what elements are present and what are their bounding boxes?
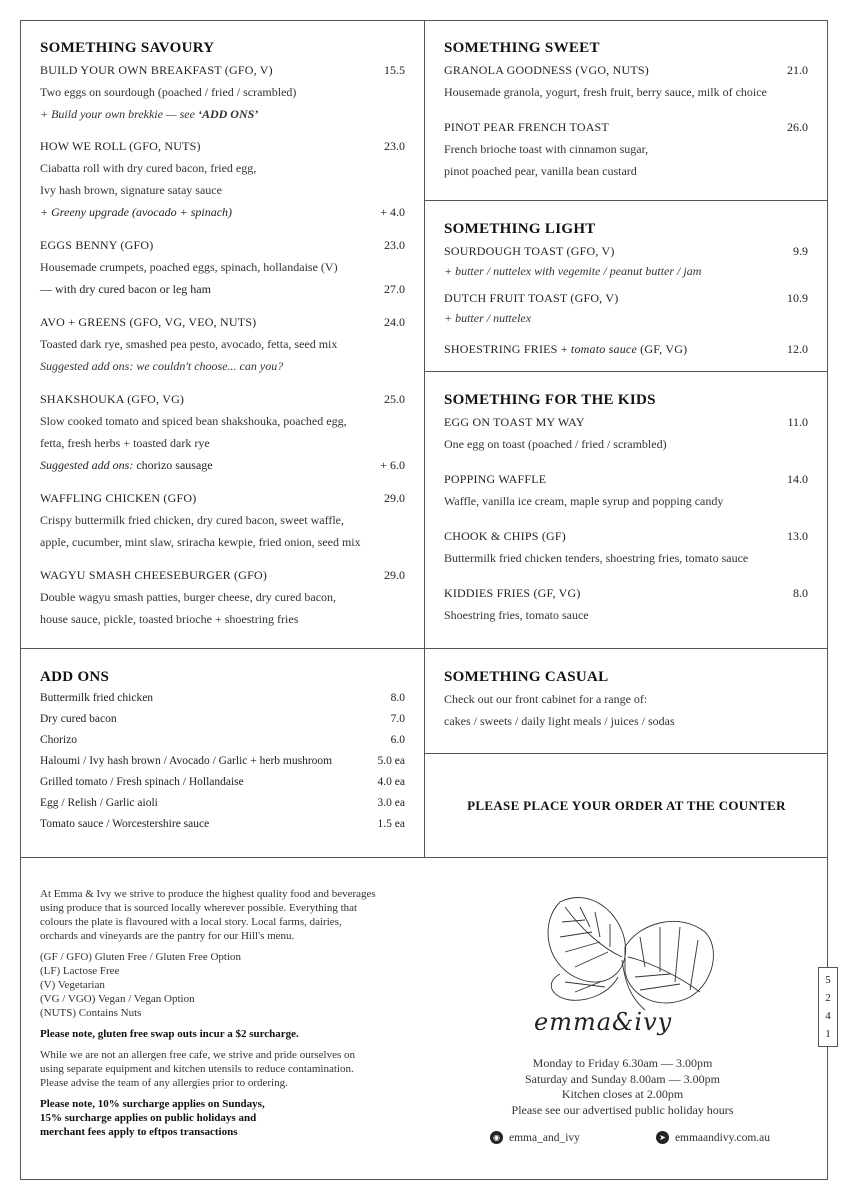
allergen-line: While we are not an allergen free cafe, we strive and pride ourselves on <box>40 1049 355 1061</box>
item-suggestion-price: + 6.0 <box>380 458 405 472</box>
item-suggestion: Suggested add ons: chorizo sausage <box>40 458 213 472</box>
divider-sweet-light <box>424 200 828 201</box>
item-desc: Ivy hash brown, signature satay sauce <box>40 183 222 197</box>
item-name: KIDDIES FRIES (GF, VG) <box>444 586 581 600</box>
item-desc: Shoestring fries, tomato sauce <box>444 608 589 622</box>
logo <box>528 1005 718 1050</box>
addon-row: Grilled tomato / Fresh spinach / Hollandaise 4.0 ea <box>40 776 405 788</box>
menu-item-eggs-benny <box>40 234 405 300</box>
item-price: 9.9 <box>793 244 808 258</box>
casual-line: Check out our front cabinet for a range of: <box>444 692 648 706</box>
item-price: 29.0 <box>384 568 405 582</box>
item-name: AVO + GREENS (GFO, VG, VEO, NUTS) <box>40 315 257 329</box>
addon-row: Buttermilk fried chicken 8.0 <box>40 692 405 704</box>
menu-item-waffling-chicken <box>40 487 405 553</box>
item-price: 13.0 <box>787 529 808 543</box>
instagram-handle: emma_and_ivy <box>509 1131 580 1144</box>
footer-info <box>40 887 430 1139</box>
menu-item-sourdough-toast <box>444 240 808 281</box>
item-desc: apple, cucumber, mint slaw, sriracha kewpie, fried onion, seed mix <box>40 535 361 549</box>
legend-line: (GF / GFO) Gluten Free / Gluten Free Option <box>40 951 242 963</box>
item-name: EGG ON TOAST MY WAY <box>444 415 585 429</box>
item-name: DUTCH FRUIT TOAST (GFO, V) <box>444 291 619 305</box>
item-upgrade: + Greeny upgrade (avocado + spinach) <box>40 205 233 219</box>
section-title: SOMETHING LIGHT <box>444 221 596 237</box>
menu-item-popping-waffle <box>444 468 808 512</box>
item-desc: Housemade granola, yogurt, fresh fruit, berry sauce, milk of choice <box>444 85 767 99</box>
divider-light-kids <box>424 371 828 372</box>
menu-item-dutch-fruit-toast <box>444 287 808 328</box>
item-price: 25.0 <box>384 392 405 406</box>
divider-casual-order <box>424 753 828 754</box>
code-digit: 1 <box>825 1028 831 1040</box>
item-name: CHOOK & CHIPS (GF) <box>444 529 566 543</box>
item-desc: Buttermilk fried chicken tenders, shoestring fries, tomato sauce <box>444 551 749 565</box>
item-name: GRANOLA GOODNESS (VGO, NUTS) <box>444 63 649 77</box>
intro-line: using produce that is sourced locally wherever possible. Everything that <box>40 902 358 914</box>
menu-item-shoestring-fries <box>444 338 808 360</box>
emma-ivy-logo-icon <box>528 1005 718 1050</box>
item-price: 10.9 <box>787 291 808 305</box>
section-casual <box>444 669 808 732</box>
legend-line: (VG / VGO) Vegan / Vegan Option <box>40 993 195 1005</box>
item-name: WAGYU SMASH CHEESEBURGER (GFO) <box>40 568 268 582</box>
item-price: 12.0 <box>787 342 808 356</box>
instagram-icon: ◉ <box>490 1131 503 1144</box>
menu-item-wagyu-burger <box>40 564 405 630</box>
addon-row: Egg / Relish / Garlic aioli 3.0 ea <box>40 797 405 809</box>
item-price: 8.0 <box>793 586 808 600</box>
item-price: 11.0 <box>787 415 808 429</box>
section-sweet <box>444 40 808 182</box>
code-digit: 4 <box>825 1010 831 1022</box>
item-desc: Housemade crumpets, poached eggs, spinach, hollandaise (V) <box>40 260 338 274</box>
item-price: 23.0 <box>384 139 405 153</box>
addon-row: Haloumi / Ivy hash brown / Avocado / Garlic + herb mushroom 5.0 ea <box>40 755 405 767</box>
hours-line: Saturday and Sunday 8.00am — 3.00pm <box>525 1071 720 1086</box>
item-price: 21.0 <box>787 63 808 77</box>
divider-savoury-addons <box>20 648 425 649</box>
social-links <box>490 1131 770 1144</box>
addon-row: Dry cured bacon 7.0 <box>40 713 405 725</box>
menu-item-shakshouka <box>40 388 405 476</box>
cursor-icon: ➤ <box>656 1131 669 1144</box>
allergen-line: Please advise the team of any allergies prior to ordering. <box>40 1077 288 1089</box>
item-desc: Ciabatta roll with dry cured bacon, fried egg, <box>40 161 257 175</box>
leaf-illustration <box>530 882 720 1017</box>
surcharge-line: Please note, 10% surcharge applies on Sundays, <box>40 1098 265 1110</box>
addon-row: Tomato sauce / Worcestershire sauce 1.5 ea <box>40 818 405 830</box>
item-price: 29.0 <box>384 491 405 505</box>
casual-line: cakes / sweets / daily light meals / juices / sodas <box>444 714 675 728</box>
section-title: SOMETHING SWEET <box>444 40 600 56</box>
menu-item-egg-on-toast <box>444 411 808 455</box>
website-url: emmaandivy.com.au <box>674 1131 770 1144</box>
menu-item-avo-greens <box>40 311 405 377</box>
code-digit: 2 <box>825 992 831 1004</box>
item-name: HOW WE ROLL (GFO, NUTS) <box>40 139 201 153</box>
item-price: 14.0 <box>787 472 808 486</box>
menu-item-how-we-roll <box>40 135 405 223</box>
logo-wordmark: emma&ivy <box>534 1008 673 1036</box>
item-desc: Waffle, vanilla ice cream, maple syrup and popping candy <box>444 494 724 508</box>
item-desc: Double wagyu smash patties, burger cheese, dry cured bacon, <box>40 590 337 604</box>
section-title: SOMETHING SAVOURY <box>40 40 215 56</box>
section-addons <box>40 669 405 835</box>
item-extra: + Build your own brekkie — see ‘ADD ONS’ <box>40 107 259 121</box>
gf-surcharge-note: Please note, gluten free swap outs incur a $2 surcharge. <box>40 1028 299 1040</box>
intro-line: orchards and vineyards are the pantry for our Hill's menu. <box>40 930 295 942</box>
item-name: WAFFLING CHICKEN (GFO) <box>40 491 197 505</box>
divider-kids-casual <box>424 648 828 649</box>
item-desc: + butter / nuttelex with vegemite / peanut butter / jam <box>444 264 702 278</box>
hours-line: Kitchen closes at 2.00pm <box>561 1087 684 1101</box>
intro-line: colours the plate is flavoured with a local story. Local farms, dairies, <box>40 916 342 928</box>
opening-hours <box>480 1056 765 1118</box>
item-price: 26.0 <box>787 120 808 134</box>
section-light <box>444 221 808 360</box>
item-price: 24.0 <box>384 315 405 329</box>
surcharge-line: 15% surcharge applies on public holidays and <box>40 1112 257 1124</box>
item-desc: fetta, fresh herbs + toasted dark rye <box>40 436 210 450</box>
legend-line: (V) Vegetarian <box>40 979 105 991</box>
item-name: SHAKSHOUKA (GFO, VG) <box>40 392 185 406</box>
legend-line: (NUTS) Contains Nuts <box>40 1007 142 1019</box>
item-name: SOURDOUGH TOAST (GFO, V) <box>444 244 615 258</box>
intro-line: At Emma & Ivy we strive to produce the highest quality food and beverages <box>40 888 376 900</box>
item-desc: Slow cooked tomato and spiced bean shakshouka, poached egg, <box>40 414 347 428</box>
surcharge-line: merchant fees apply to eftpos transactions <box>40 1126 238 1138</box>
item-name: EGGS BENNY (GFO) <box>40 238 154 252</box>
section-title: ADD ONS <box>40 669 110 685</box>
allergen-line: using separate equipment and kitchen utensils to reduce contamination. <box>40 1063 354 1075</box>
item-name: BUILD YOUR OWN BREAKFAST (GFO, V) <box>40 63 273 77</box>
item-desc: French brioche toast with cinnamon sugar, <box>444 142 649 156</box>
website-link[interactable] <box>656 1131 770 1144</box>
item-desc: + butter / nuttelex <box>444 311 532 325</box>
order-note: PLEASE PLACE YOUR ORDER AT THE COUNTER <box>467 798 786 813</box>
menu-item-granola <box>444 59 808 103</box>
section-savoury <box>40 40 405 630</box>
item-suggestion: Suggested add ons: we couldn't choose... can you? <box>40 359 284 373</box>
menu-item-build-breakfast <box>40 59 405 125</box>
hours-line: Please see our advertised public holiday hours <box>511 1102 734 1117</box>
menu-code <box>818 967 838 1047</box>
monstera-leaf-icon <box>530 882 720 1017</box>
item-name: SHOESTRING FRIES + tomato sauce (GF, VG) <box>444 342 688 356</box>
hours-line: Monday to Friday 6.30am — 3.00pm <box>532 1056 713 1070</box>
menu-item-french-toast <box>444 116 808 182</box>
instagram-link[interactable] <box>490 1131 580 1144</box>
item-upgrade-price: + 4.0 <box>380 205 405 219</box>
menu-item-chook-chips <box>444 525 808 569</box>
divider-footer <box>20 857 828 858</box>
item-price: 23.0 <box>384 238 405 252</box>
item-name: POPPING WAFFLE <box>444 472 547 486</box>
menu-item-kiddies-fries <box>444 582 808 626</box>
column-divider <box>424 20 425 857</box>
section-kids <box>444 392 808 626</box>
legend-line: (LF) Lactose Free <box>40 965 120 977</box>
item-desc: house sauce, pickle, toasted brioche + shoestring fries <box>40 612 299 626</box>
section-title: SOMETHING FOR THE KIDS <box>444 392 656 408</box>
item-desc: One egg on toast (poached / fried / scrambled) <box>444 437 667 451</box>
item-name: PINOT PEAR FRENCH TOAST <box>444 120 609 134</box>
item-price: 15.5 <box>384 63 405 77</box>
item-desc: — with dry cured bacon or leg ham <box>40 282 211 296</box>
code-digit: 5 <box>825 974 831 986</box>
section-title: SOMETHING CASUAL <box>444 669 609 685</box>
addon-row: Chorizo 6.0 <box>40 734 405 746</box>
item-variant-price: 27.0 <box>384 282 405 296</box>
item-desc: Toasted dark rye, smashed pea pesto, avocado, fetta, seed mix <box>40 337 338 351</box>
item-desc: Crispy buttermilk fried chicken, dry cured bacon, sweet waffle, <box>40 513 345 527</box>
item-desc: Two eggs on sourdough (poached / fried / scrambled) <box>40 85 297 99</box>
item-desc: pinot poached pear, vanilla bean custard <box>444 164 637 178</box>
